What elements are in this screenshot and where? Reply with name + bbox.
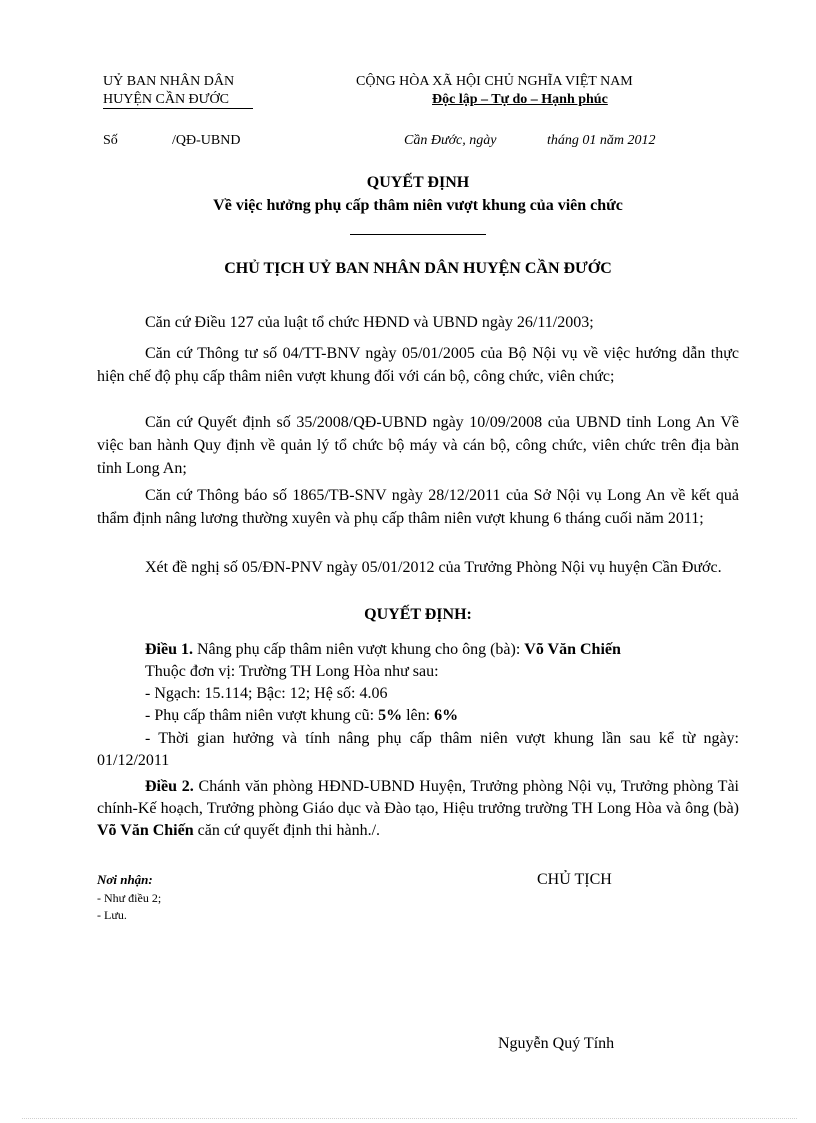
authority-heading: CHỦ TỊCH UỶ BAN NHÂN DÂN HUYỆN CẦN ĐƯỚC [224, 260, 612, 277]
article-1-label: Điều 1. [145, 641, 193, 658]
article-2-text: Chánh văn phòng HĐND-UBND Huyện, Trưởng phòng Nội vụ, Trưởng phòng Tài chính-Kế hoạch, Trưởng phòng Giáo dục và Đào tạo, Hiệu trưởng trường TH Long Hòa và ông (bà) [97, 778, 740, 817]
allowance-line [145, 707, 458, 725]
allowance-prefix: - Phụ cấp thâm niên vượt khung cũ: [145, 707, 379, 724]
article-1 [145, 641, 621, 659]
basis-paragraph: Căn cứ Quyết định số 35/2008/QĐ-UBND ngày 10/09/2008 của UBND tỉnh Long An Về việc ban hành Quy định về quản lý tổ chức bộ máy và cán bộ, công chức, viên chức trên địa bàn tỉnh Long An; [97, 414, 739, 477]
agency-underline [103, 108, 253, 109]
doc-number-code: /QĐ-UBND [172, 133, 241, 148]
article-2-text-end: căn cứ quyết định thi hành./. [193, 822, 381, 839]
basis-paragraph: Căn cứ Thông tư số 04/TT-BNV ngày 05/01/2005 của Bộ Nội vụ về việc hướng dẫn thực hiện chế độ phụ cấp thâm niên vượt khung đối với cán bộ, công chức, viên chức; [97, 345, 739, 385]
district-name: HUYỆN CẦN ĐƯỚC [103, 92, 229, 107]
article-1-text: Nâng phụ cấp thâm niên vượt khung cho ông (bà): [193, 641, 525, 658]
national-title: CỘNG HÒA XÃ HỘI CHỦ NGHĨA VIỆT NAM [356, 74, 633, 89]
decision-heading: QUYẾT ĐỊNH: [364, 606, 472, 623]
allowance-old: 5% [378, 707, 403, 724]
time-line: - Thời gian hưởng và tính nâng phụ cấp thâm niên vượt khung lần sau kể từ ngày: 01/12/2011 [97, 730, 739, 769]
basis-paragraph: Xét đề nghị số 05/ĐN-PNV ngày 05/01/2012 của Trưởng Phòng Nội vụ huyện Cần Đước. [145, 559, 722, 576]
grade-line: - Ngạch: 15.114; Bậc: 12; Hệ số: 4.06 [145, 685, 388, 702]
recipient-item: - Như điều 2; [97, 891, 162, 905]
doc-number-label: Số [103, 133, 118, 148]
recipient-item: - Lưu. [97, 908, 127, 922]
date-rest: tháng 01 năm 2012 [547, 133, 656, 148]
allowance-mid: lên: [402, 707, 435, 724]
article-2-label: Điều 2. [145, 778, 194, 795]
document-title: QUYẾT ĐỊNH [366, 174, 470, 191]
document-subject: Về việc hưởng phụ cấp thâm niên vượt khung của viên chức [213, 197, 623, 214]
recipients-heading: Nơi nhận: [97, 872, 153, 887]
allowance-new: 6% [434, 707, 459, 724]
national-motto: Độc lập – Tự do – Hạnh phúc [432, 92, 608, 107]
unit-line: Thuộc đơn vị: Trường TH Long Hòa như sau: [145, 663, 439, 680]
basis-paragraph: Căn cứ Điều 127 của luật tổ chức HĐND và UBND ngày 26/11/2003; [145, 314, 594, 331]
signature-title: CHỦ TỊCH [537, 871, 612, 888]
basis-paragraph: Căn cứ Thông báo số 1865/TB-SNV ngày 28/12/2011 của Sở Nội vụ Long An về kết quả thẩm định nâng lương thường xuyên và phụ cấp thâm niên vượt khung 6 tháng cuối năm 2011; [97, 487, 739, 527]
agency-name: UỶ BAN NHÂN DÂN [103, 74, 235, 89]
article-1-person: Võ Văn Chiến [524, 641, 621, 658]
title-divider [350, 234, 486, 235]
date-place: Cần Đước, ngày [404, 133, 497, 148]
signer-name: Nguyễn Quý Tính [498, 1035, 615, 1052]
page-edge-divider [22, 1118, 797, 1119]
article-2 [97, 776, 739, 842]
article-2-person: Võ Văn Chiến [97, 822, 194, 839]
